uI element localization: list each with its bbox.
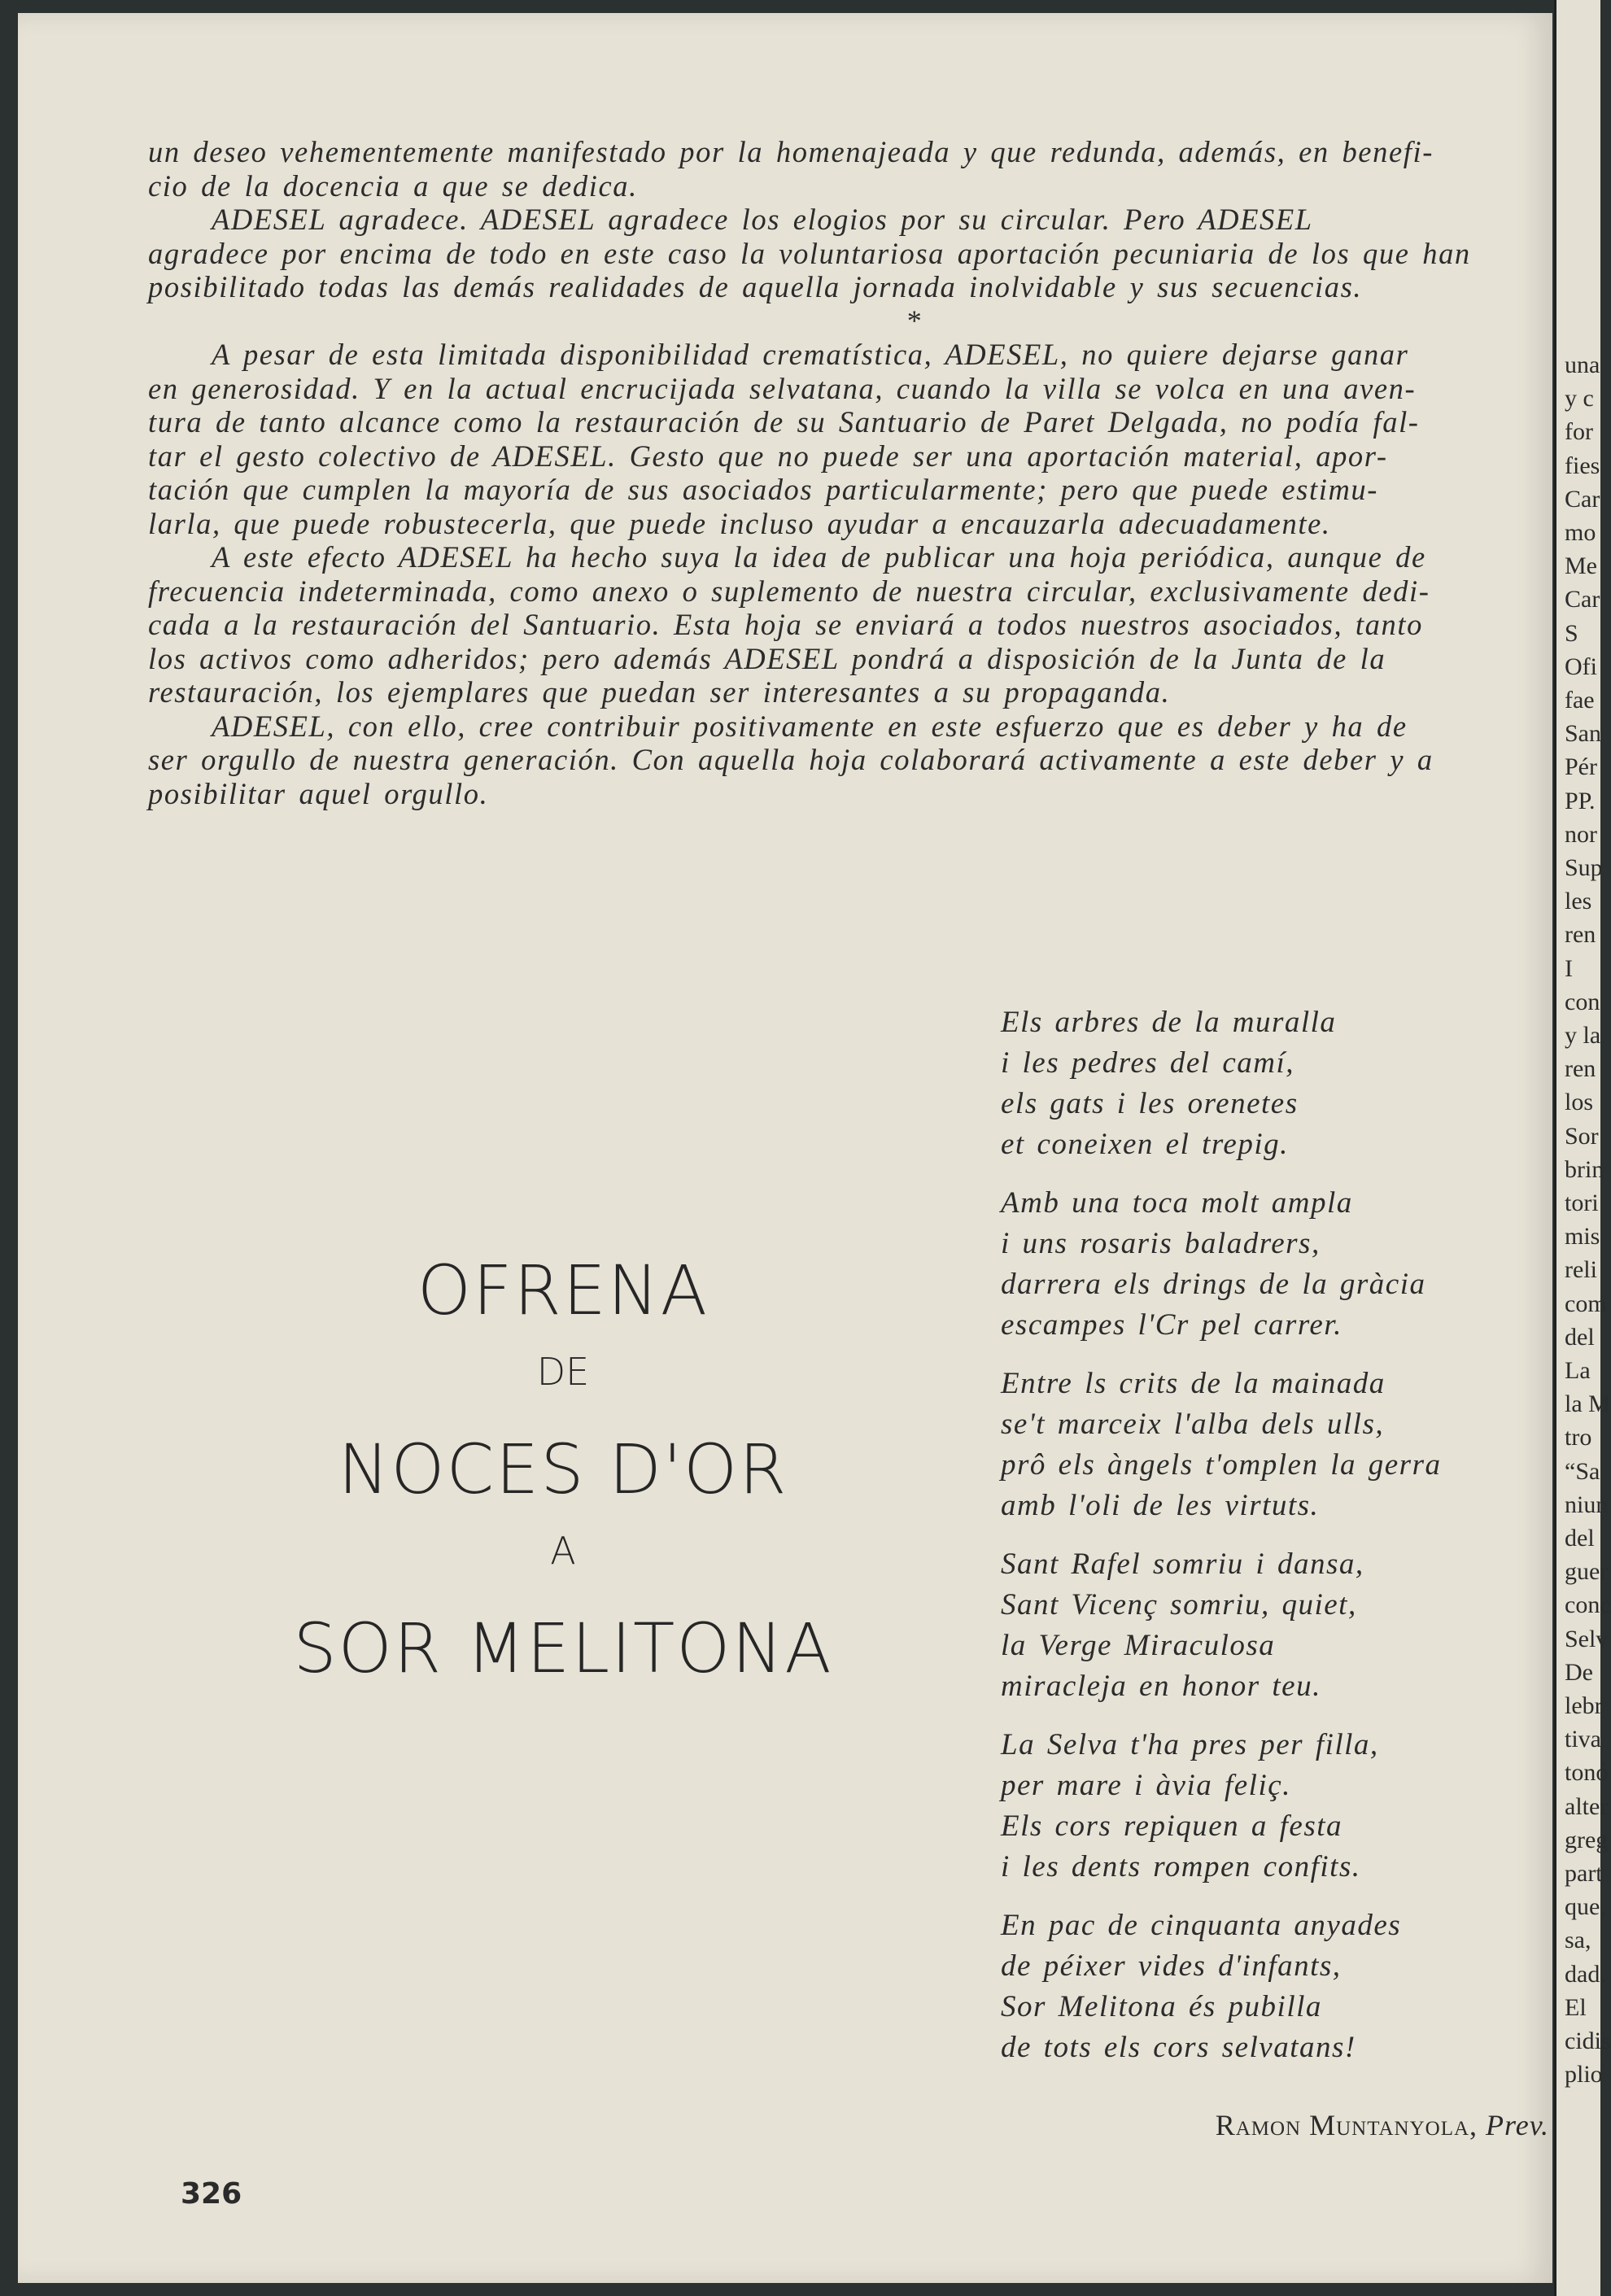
adjacent-page-fragment: tro xyxy=(1565,1424,1592,1451)
adjacent-page-fragment: Sor xyxy=(1565,1122,1599,1150)
adjacent-page-fragment: for xyxy=(1565,418,1593,446)
text-line: tar el gesto colectivo de ADESEL. Gesto que no puede ser una aportación material, apor- xyxy=(148,439,1388,473)
adjacent-page-fragment: S xyxy=(1565,619,1578,647)
stanza xyxy=(1001,1183,1570,1346)
poem xyxy=(1001,1002,1570,2086)
adjacent-page-fragment: la M xyxy=(1565,1390,1610,1418)
verse: se't marceix l'alba dels ulls, xyxy=(1001,1408,1385,1441)
verse: i uns rosaris baladrers, xyxy=(1001,1227,1321,1260)
text-line: larla, que puede robustecerla, que puede incluso ayudar a encauzarla adecuadamente. xyxy=(148,506,1331,540)
adjacent-page-fragment: I xyxy=(1565,954,1573,982)
adjacent-page-fragment: brin xyxy=(1565,1155,1604,1183)
verse: prô els àngels t'omplen la gerra xyxy=(1001,1448,1442,1482)
text-line: agradece por encima de todo en este caso la voluntariosa aportación pecuniaria de los que han xyxy=(148,236,1471,270)
adjacent-page-fragment: fae xyxy=(1565,687,1595,714)
adjacent-page-fragment: De xyxy=(1565,1658,1593,1686)
adjacent-page-fragment: ren xyxy=(1565,1055,1596,1083)
text-line: ADESEL agradece. ADESEL agradece los elogios por su circular. Pero ADESEL xyxy=(212,203,1313,236)
adjacent-page-fragment: conc xyxy=(1565,1591,1611,1619)
text-line: posibilitar aquel orgullo. xyxy=(148,776,489,810)
adjacent-page-fragment: tiva xyxy=(1565,1726,1601,1753)
verse: per mare i àvia feliç. xyxy=(1001,1769,1291,1802)
adjacent-page-fragment: y la xyxy=(1565,1022,1601,1049)
adjacent-page-fragment: dad. xyxy=(1565,1960,1606,1988)
adjacent-page-fragment: del xyxy=(1565,1525,1595,1552)
adjacent-page-fragment: San xyxy=(1565,720,1601,748)
text-line: ADESEL, con ello, cree contribuir positivamente en este esfuerzo que es deber y ha de xyxy=(212,709,1408,743)
title-line-a: A xyxy=(550,1529,576,1573)
adjacent-page-fragment: cidis xyxy=(1565,2028,1611,2054)
verse: miracleja en honor teu. xyxy=(1001,1670,1321,1703)
adjacent-page-fragment: lebr xyxy=(1565,1692,1603,1719)
adjacent-page-fragment: y c xyxy=(1565,385,1594,412)
adjacent-page-fragment: Car xyxy=(1565,586,1600,613)
adjacent-page-fragment: reli xyxy=(1565,1256,1597,1284)
verse: Els cors repiquen a festa xyxy=(1001,1809,1343,1843)
verse: Sor Melitona és pubilla xyxy=(1001,1990,1322,2023)
adjacent-page-fragment: guer xyxy=(1565,1558,1609,1586)
adjacent-page-fragment: una xyxy=(1565,351,1600,378)
verse: Sant Vicenç somriu, quiet, xyxy=(1001,1588,1357,1622)
adjacent-page-fragment: los xyxy=(1565,1089,1594,1116)
poem-title xyxy=(262,1250,864,1689)
title-line-sor-melitona: SOR MELITONA xyxy=(293,1609,833,1688)
text-line: A pesar de esta limitada disponibilidad crematística, ADESEL, no quiere dejarse ganar xyxy=(212,338,1409,371)
adjacent-page-fragment: La xyxy=(1565,1357,1591,1384)
text-line: frecuencia indeterminada, como anexo o suplemento de nuestra circular, exclusivamente dedi- xyxy=(148,574,1430,608)
title-line-de: DE xyxy=(536,1350,590,1394)
poem-author xyxy=(994,2108,1549,2142)
adjacent-page-fragment: part xyxy=(1565,1860,1603,1887)
verse: amb l'oli de les virtuts. xyxy=(1001,1489,1320,1522)
adjacent-page-fragment: les xyxy=(1565,888,1592,915)
adjacent-page-fragment: niun xyxy=(1565,1491,1609,1518)
adjacent-page-fragment: tonó xyxy=(1565,1759,1609,1787)
adjacent-page-fragment: con xyxy=(1565,988,1600,1015)
adjacent-page-edge xyxy=(1554,0,1611,2296)
text-line: posibilitado todas las demás realidades de aquella jornada inolvidable y sus secuencias. xyxy=(148,270,1363,303)
stanza xyxy=(1001,1002,1570,1165)
stanza xyxy=(1001,1544,1570,1707)
verse: Sant Rafel somriu i dansa, xyxy=(1001,1547,1364,1581)
adjacent-page-fragment: del xyxy=(1565,1323,1595,1351)
adjacent-page-fragment: PP. xyxy=(1565,787,1596,814)
adjacent-page-fragment: Car xyxy=(1565,485,1600,513)
adjacent-page-fragment: greg xyxy=(1565,1826,1609,1853)
adjacent-page-fragment: plio xyxy=(1565,2061,1603,2089)
journal-page xyxy=(18,13,1552,2283)
verse: En pac de cinquanta anyades xyxy=(1001,1909,1402,1942)
text-line: en generosidad. Y en la actual encrucijada selvatana, cuando la villa se volca en una aven- xyxy=(148,371,1417,405)
text-line: tura de tanto alcance como la restauración de su Santuario de Paret Delgada, no podía fal- xyxy=(148,405,1420,439)
verse: de péixer vides d'infants, xyxy=(1001,1949,1342,1983)
text-line: cio de la docencia a que se dedica. xyxy=(148,168,638,203)
title-line-noces: NOCES D'OR xyxy=(338,1430,788,1509)
section-separator: * xyxy=(906,303,923,337)
verse: Els arbres de la muralla xyxy=(1001,1006,1337,1039)
article-text xyxy=(148,135,1560,810)
text-line: tación que cumplen la mayoría de sus asociados particularmente; pero que puede estimu- xyxy=(148,473,1379,506)
text-line: los activos como adheridos; pero además ADESEL pondrá a disposición de la Junta de la xyxy=(148,641,1386,675)
text-line: ser orgullo de nuestra generación. Con aquella hoja colaborará activamente a este deber y a xyxy=(148,743,1434,776)
title-line-ofrena: OFRENA xyxy=(417,1251,709,1330)
verse: La Selva t'ha pres per filla, xyxy=(1001,1728,1379,1761)
verse: els gats i les orenetes xyxy=(1001,1087,1299,1120)
stanza xyxy=(1001,1725,1570,1888)
verse: de tots els cors selvatans! xyxy=(1001,2031,1356,2064)
adjacent-page-fragment: nor xyxy=(1565,820,1597,848)
verse: la Verge Miraculosa xyxy=(1001,1629,1276,1662)
adjacent-page-fragment: tori xyxy=(1565,1189,1599,1216)
stanza xyxy=(1001,1905,1570,2068)
verse: i les pedres del camí, xyxy=(1001,1046,1295,1080)
author-title: Prev. xyxy=(1486,2109,1549,2141)
text-line: A este efecto ADESEL ha hecho suya la idea de publicar una hoja periódica, aunque de xyxy=(212,540,1426,574)
adjacent-page-fragment: Ofi xyxy=(1565,653,1597,680)
text-line: restauración, los ejemplares que puedan ser interesantes a su propaganda. xyxy=(148,675,1171,709)
text-line: cada a la restauración del Santuario. Esta hoja se enviará a todos nuestros asociados, tanto xyxy=(148,608,1423,641)
page-number: 326 xyxy=(181,2177,242,2211)
adjacent-page-fragment: Selv xyxy=(1565,1625,1609,1652)
verse: et coneixen el trepig. xyxy=(1001,1128,1289,1161)
adjacent-page-fragment: mis xyxy=(1565,1223,1600,1251)
adjacent-page-fragment: El xyxy=(1565,1993,1587,2021)
adjacent-page-fragment: sa, xyxy=(1565,1927,1591,1954)
author-name: Ramon Muntanyola, xyxy=(1215,2109,1478,2141)
verse: Entre ls crits de la mainada xyxy=(1001,1367,1386,1400)
stanza xyxy=(1001,1364,1570,1526)
adjacent-page-fragment: que, xyxy=(1565,1893,1606,1921)
adjacent-page-fragment: fies xyxy=(1565,452,1600,479)
adjacent-page-fragment: alter xyxy=(1565,1792,1609,1820)
adjacent-page-fragment: “Sa xyxy=(1565,1457,1600,1485)
adjacent-page-fragment: mo xyxy=(1565,519,1596,546)
verse: i les dents rompen confits. xyxy=(1001,1850,1361,1884)
verse: escampes l'Cr pel carrer. xyxy=(1001,1308,1342,1342)
adjacent-page-fragment: Me xyxy=(1565,552,1597,580)
verse: Amb una toca molt ampla xyxy=(1001,1186,1353,1220)
adjacent-page-fragment: Pér xyxy=(1565,753,1597,781)
verse: darrera els drings de la gràcia xyxy=(1001,1268,1426,1301)
adjacent-page-fragment: Sup xyxy=(1565,854,1603,881)
adjacent-page-fragment: ren xyxy=(1565,921,1596,949)
adjacent-page-fragment: com xyxy=(1565,1290,1607,1317)
text-line: un deseo vehementemente manifestado por la homenajeada y que redunda, además, en benefi- xyxy=(148,135,1434,168)
